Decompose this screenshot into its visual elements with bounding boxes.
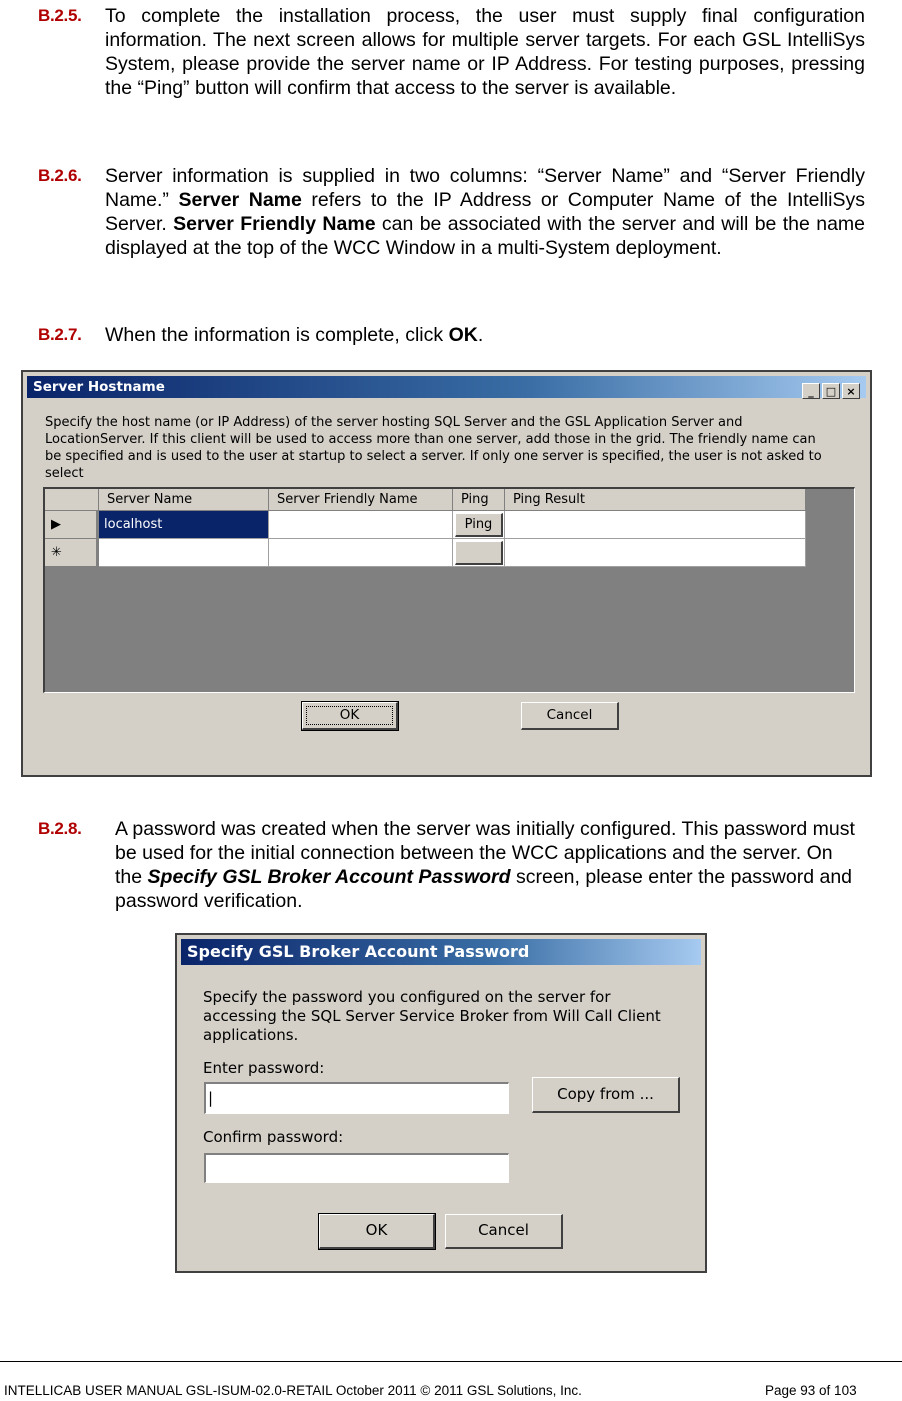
dialog-title: Server Hostname [33,379,165,395]
column-header-friendly-name[interactable]: Server Friendly Name [269,489,453,511]
close-button[interactable]: × [842,383,860,399]
dialog-description: Specify the host name (or IP Address) of the server hosting SQL Server and the GSL Application Server and LocationServer. If this client will be used to access more than one server, add those in the grid. The friendly name can be specified and is used to the user at startup to select a server. If only one server is specified, the user is not asked to select [45,415,822,481]
minimize-button[interactable]: _ [802,383,820,399]
ok-button[interactable]: OK [302,702,398,730]
cell-ping-result [505,539,806,567]
enter-password-label: Enter password: [203,1059,325,1077]
confirm-password-input[interactable] [204,1153,509,1183]
footer-page-number: Page 93 of 103 [765,1383,857,1398]
section-number: B.2.8. [38,819,82,838]
copy-from-button[interactable]: Copy from ... [532,1077,680,1113]
broker-password-dialog [175,933,707,1273]
cell-server-name[interactable]: localhost [99,511,269,539]
section-text: When the information is complete, click OK. [105,324,484,346]
cell-server-name[interactable] [99,539,269,567]
row-indicator-new[interactable]: ✳ [45,539,97,567]
column-header-ping[interactable]: Ping [453,489,505,511]
cell-ping [453,511,505,539]
dialog-description: Specify the password you configured on the server for accessing the SQL Server Service Broker from Will Call Client applications. [203,988,661,1044]
grid-corner-header [45,489,99,511]
maximize-button[interactable]: □ [822,383,840,399]
footer-rule [0,1361,902,1362]
section-text: A password was created when the server was initially configured. This password must be used for the initial connection between the WCC applications and the server. On the Specify GSL Broker Account Password screen, please enter the password and password verification. [115,818,855,912]
column-header-server-name[interactable]: Server Name [99,489,269,511]
cell-friendly-name[interactable] [269,511,453,539]
cancel-button[interactable]: Cancel [445,1214,563,1249]
dialog-title: Specify GSL Broker Account Password [187,942,530,961]
server-hostname-dialog [21,370,872,777]
section-number: B.2.5. [38,6,82,25]
ping-button[interactable]: Ping [455,513,503,537]
column-header-ping-result[interactable]: Ping Result [505,489,806,511]
cell-ping [453,539,505,567]
section-number: B.2.7. [38,325,82,344]
enter-password-input[interactable]: | [204,1082,509,1114]
ping-button-empty[interactable] [455,541,503,565]
ok-button[interactable]: OK [319,1214,435,1249]
confirm-password-label: Confirm password: [203,1128,344,1146]
dialog-titlebar [27,376,866,398]
section-text: Server information is supplied in two columns: “Server Name” and “Server Friendly Name.” Server Name refers to the IP Address or Computer Name of the IntelliSys Server. Server Friendly Name can be associated with the server and will be the name displayed at the top of the WCC Window in a multi-System deployment. [105,165,866,259]
section-number: B.2.6. [38,166,82,185]
cell-friendly-name[interactable] [269,539,453,567]
cancel-button[interactable]: Cancel [521,702,619,730]
section-text: To complete the installation process, the user must supply final configuration information. The next screen allows for multiple server targets. For each GSL IntelliSys System, please provide the server name or IP Address. For testing purposes, pressing the “Ping” button will confirm that access to the server is available. [105,5,865,99]
footer-left: INTELLICAB USER MANUAL GSL-ISUM-02.0-RETAIL October 2011 © 2011 GSL Solutions, Inc. [4,1383,582,1398]
dialog-titlebar [181,939,701,965]
row-indicator-current[interactable]: ▶ [45,511,97,539]
server-grid[interactable] [43,487,855,693]
cell-ping-result [505,511,806,539]
focus-rect [306,706,393,725]
